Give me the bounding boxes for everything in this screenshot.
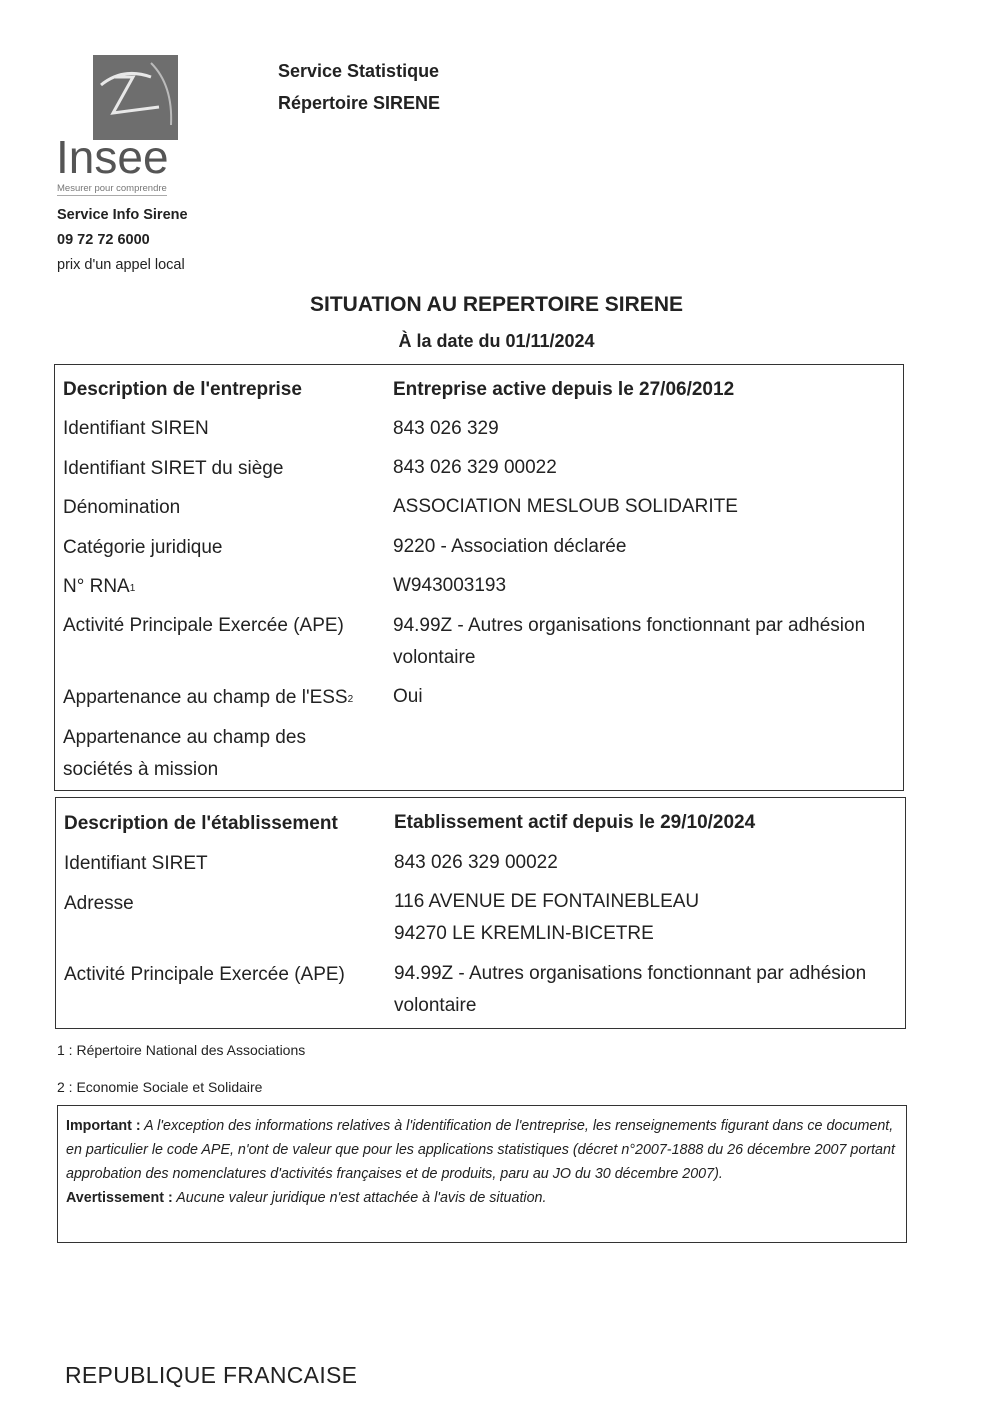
etablissement-header-label: Description de l'établissement bbox=[64, 813, 338, 834]
label-ess-text: Appartenance au champ de l'ESS bbox=[63, 687, 348, 708]
label-ess bbox=[63, 682, 383, 714]
warning-label: Avertissement : bbox=[66, 1190, 173, 1206]
warning-text: Aucune valeur juridique n'est attachée à l'avis de situation. bbox=[176, 1190, 547, 1206]
service-line-2: Répertoire SIRENE bbox=[278, 93, 441, 113]
logo-z-icon bbox=[93, 55, 178, 140]
info-phone: 09 72 72 6000 bbox=[57, 232, 150, 248]
label-siret-siege: Identifiant SIRET du siège bbox=[63, 458, 284, 479]
footnote-1: 1 : Répertoire National des Associations bbox=[57, 1042, 306, 1058]
footnote-ref-2: 2 bbox=[347, 694, 354, 705]
footnote-ref-1: 1 bbox=[129, 583, 136, 594]
label-rna-text: N° RNA bbox=[63, 576, 130, 597]
value-siret: 843 026 329 00022 bbox=[394, 852, 558, 873]
label-siren: Identifiant SIREN bbox=[63, 418, 209, 439]
label-rna bbox=[63, 571, 383, 603]
value-categorie: 9220 - Association déclarée bbox=[393, 536, 627, 557]
entreprise-header-value: Entreprise active depuis le 27/06/2012 bbox=[393, 379, 735, 400]
footnote-2: 2 : Economie Sociale et Solidaire bbox=[57, 1079, 263, 1095]
info-title: Service Info Sirene bbox=[57, 207, 188, 223]
entreprise-header-label: Description de l'entreprise bbox=[63, 379, 302, 400]
label-societe-mission: Appartenance au champ des sociétés à mission bbox=[63, 727, 306, 780]
important-label: Important : bbox=[66, 1118, 141, 1134]
value-siren: 843 026 329 bbox=[393, 418, 499, 439]
etablissement-header-value: Etablissement actif depuis le 29/10/2024 bbox=[394, 812, 756, 833]
notice-text bbox=[66, 1114, 896, 1210]
insee-logo-tagline: Mesurer pour comprendre bbox=[57, 183, 167, 194]
value-adresse-line1: 116 AVENUE DE FONTAINEBLEAU bbox=[394, 891, 700, 912]
label-adresse: Adresse bbox=[64, 893, 134, 914]
value-siret-siege: 843 026 329 00022 bbox=[393, 457, 557, 478]
value-denomination: ASSOCIATION MESLOUB SOLIDARITE bbox=[393, 496, 738, 517]
insee-logo-word: Insee bbox=[56, 131, 169, 183]
notice-box bbox=[57, 1105, 907, 1243]
service-line-1: Service Statistique bbox=[278, 61, 440, 81]
value-rna: W943003193 bbox=[393, 575, 507, 596]
etablissement-box bbox=[55, 797, 906, 1029]
value-ess: Oui bbox=[393, 686, 423, 707]
label-categorie: Catégorie juridique bbox=[63, 537, 223, 558]
insee-logo-mark bbox=[93, 55, 178, 140]
document-date: À la date du 01/11/2024 bbox=[398, 331, 595, 351]
value-ape: 94.99Z - Autres organisations fonctionnant par adhésion volontaire bbox=[393, 615, 866, 668]
label-ape-etab: Activité Principale Exercée (APE) bbox=[64, 964, 345, 985]
label-ape: Activité Principale Exercée (APE) bbox=[63, 615, 344, 636]
label-siret: Identifiant SIRET bbox=[64, 853, 208, 874]
value-ape-etab: 94.99Z - Autres organisations fonctionnant par adhésion volontaire bbox=[394, 963, 867, 1016]
republique-francaise: REPUBLIQUE FRANCAISE bbox=[65, 1362, 358, 1388]
info-note: prix d'un appel local bbox=[57, 257, 185, 273]
entreprise-box bbox=[54, 364, 904, 791]
document-title: SITUATION AU REPERTOIRE SIRENE bbox=[310, 293, 683, 316]
value-adresse-line2: 94270 LE KREMLIN-BICETRE bbox=[394, 923, 654, 944]
label-denomination: Dénomination bbox=[63, 497, 181, 518]
important-text: A l'exception des informations relatives à l'identification de l'entreprise, les renseignements figurant dans ce document, en particulier le code APE, n'ont de valeur que pour les applications statistiques (décret n°2007-1888 du 26 décembre 2007 portant approbation des nomenclatures d'activités françaises et de produits, paru au JO du 30 décembre 2007). bbox=[66, 1118, 895, 1182]
